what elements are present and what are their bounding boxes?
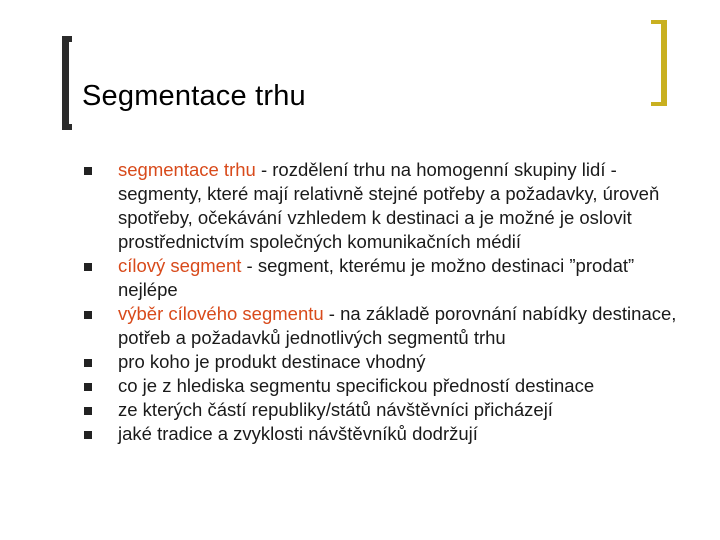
bullet-item: [82, 350, 682, 374]
right-bracket-decoration: [651, 20, 667, 106]
bullet-item: [82, 398, 682, 422]
bullet-text: - segment, kterému je možno destinaci ”prodat” nejlépe: [118, 255, 635, 300]
bullet-text: co je z hlediska segmentu specifickou předností destinace: [118, 375, 595, 396]
bullet-list: [82, 158, 682, 446]
bullet-text: jaké tradice a zvyklosti návštěvníků dodržují: [118, 423, 478, 444]
bullet-highlight: cílový segment: [118, 255, 242, 276]
bullet-highlight: výběr cílového segmentu: [118, 303, 324, 324]
square-bullet-icon: [84, 311, 92, 319]
slide-title: Segmentace trhu: [82, 80, 306, 112]
square-bullet-icon: [84, 383, 92, 391]
square-bullet-icon: [84, 407, 92, 415]
bullet-text: pro koho je produkt destinace vhodný: [118, 351, 426, 372]
square-bullet-icon: [84, 431, 92, 439]
bullet-item: [82, 374, 682, 398]
bullet-text: - rozdělení trhu na homogenní skupiny lidí - segmenty, které mají relativně stejné potřeby a požadavky, úroveň spotřeby, očekávání vzhledem k destinaci a je možné je oslovit prostřednictvím společných komunikačních médií: [118, 159, 660, 252]
bullet-item: [82, 422, 682, 446]
bullet-text: ze kterých částí republiky/států návštěvníci přicházejí: [118, 399, 553, 420]
bullet-item: [82, 302, 682, 350]
bullet-text: - na základě porovnání nabídky destinace, potřeb a požadavků jednotlivých segmentů trhu: [118, 303, 677, 348]
square-bullet-icon: [84, 359, 92, 367]
bullet-item: [82, 254, 682, 302]
bullet-item: [82, 158, 682, 254]
square-bullet-icon: [84, 263, 92, 271]
square-bullet-icon: [84, 167, 92, 175]
bullet-highlight: segmentace trhu: [118, 159, 256, 180]
left-bracket-decoration: [62, 36, 72, 130]
